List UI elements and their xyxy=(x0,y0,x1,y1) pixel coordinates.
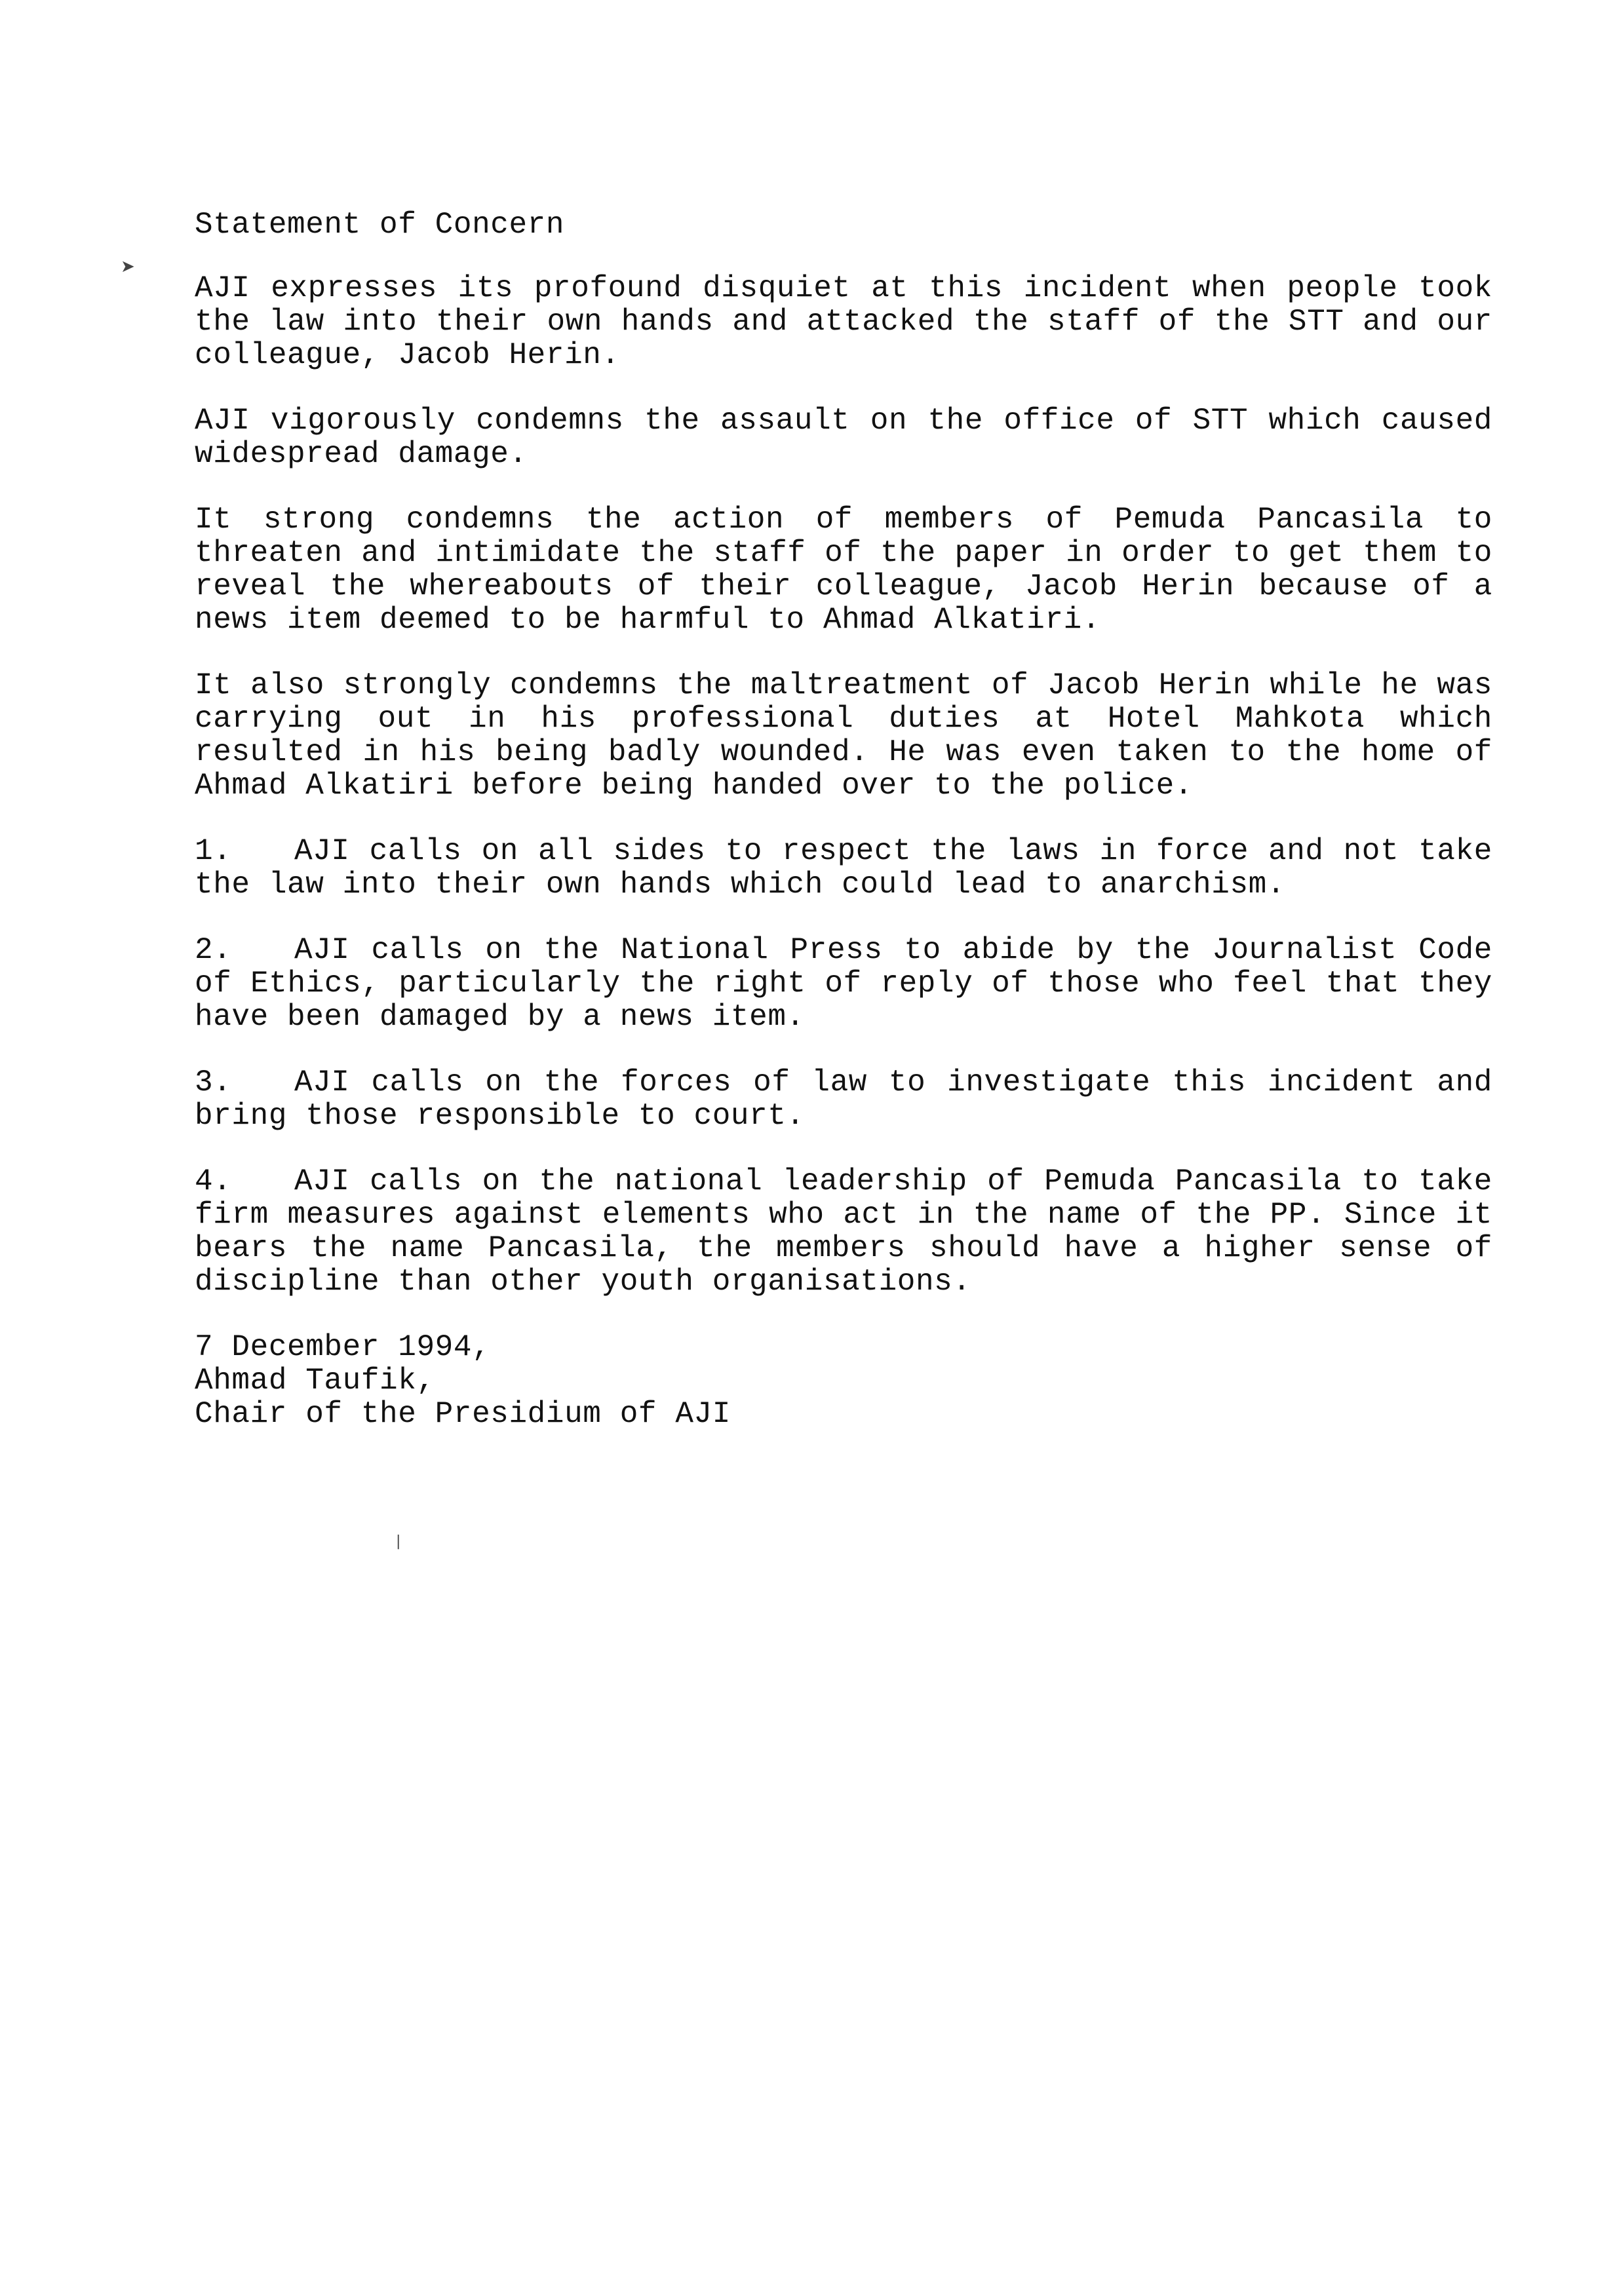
point-number: 3. xyxy=(195,1065,232,1100)
paragraph-intimidation: It strong condemns the action of members of Pemuda Pancasila to threaten and intimidate the staff of the paper in order to get them to reveal the whereabouts of their colleague, Jacob Herin because of a news item deemed to be harmful to Ahmad Alkatiri. xyxy=(195,503,1492,637)
point-number: 2. xyxy=(195,933,232,967)
signature-block xyxy=(195,1331,1492,1431)
point-4 xyxy=(195,1165,1492,1299)
point-1 xyxy=(195,835,1492,902)
margin-arrow-mark: ➤ xyxy=(121,257,135,277)
stray-tick-mark: | xyxy=(396,1533,401,1550)
signature-date: 7 December 1994, xyxy=(195,1330,491,1364)
paragraph-assault: AJI vigorously condemns the assault on the office of STT which caused widespread damage. xyxy=(195,404,1492,471)
point-text: AJI calls on the National Press to abide by the Journalist Code of Ethics, particularly the right of reply of those who feel that they have been damaged by a news item. xyxy=(195,933,1492,1034)
signature-name: Ahmad Taufik, xyxy=(195,1364,435,1398)
point-3 xyxy=(195,1066,1492,1133)
paragraph-disquiet: AJI expresses its profound disquiet at this incident when people took the law into their own hands and attacked the staff of the STT and our colleague, Jacob Herin. xyxy=(195,271,1492,372)
point-text: AJI calls on the forces of law to investigate this incident and bring those responsible to court. xyxy=(195,1065,1492,1133)
point-text: AJI calls on all sides to respect the laws in force and not take the law into their own hands which could lead to anarchism. xyxy=(195,834,1492,902)
statement-body xyxy=(195,208,1492,1431)
paragraph-maltreatment: It also strongly condemns the maltreatment of Jacob Herin while he was carrying out in his professional duties at Hotel Mahkota which resulted in his being badly wounded. He was even taken to the home of Ahmad Alkatiri before being handed over to the police. xyxy=(195,668,1492,803)
point-number: 4. xyxy=(195,1164,232,1198)
document-title: Statement of Concern xyxy=(195,208,565,242)
point-number: 1. xyxy=(195,834,232,868)
point-text: AJI calls on the national leadership of Pemuda Pancasila to take firm measures against elements who act in the name of the PP. Since it bears the name Pancasila, the members should have a higher sense of discipline than other youth organisations. xyxy=(195,1164,1492,1299)
point-2 xyxy=(195,934,1492,1034)
signature-role: Chair of the Presidium of AJI xyxy=(195,1397,731,1431)
